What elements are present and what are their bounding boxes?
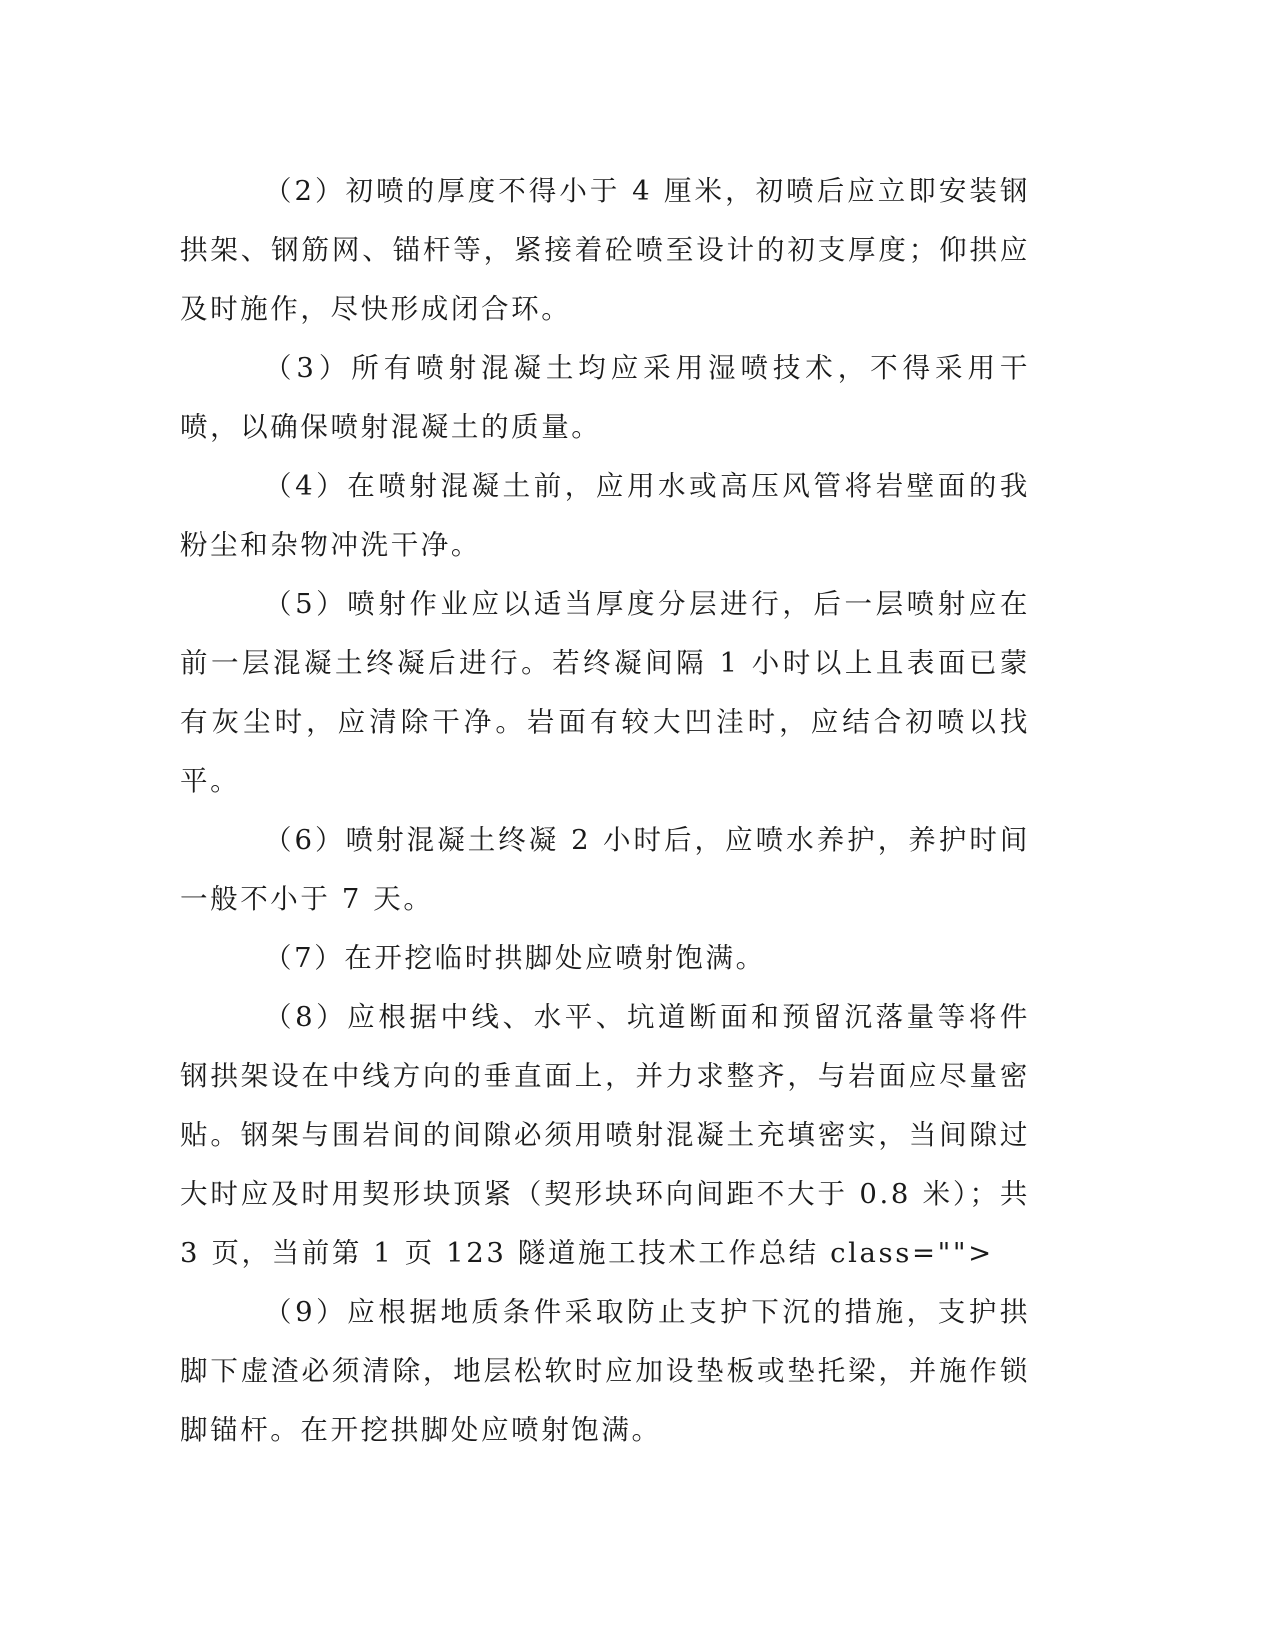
paragraph-5: （5）喷射作业应以适当厚度分层进行，后一层喷射应在前一层混凝土终凝后进行。若终凝间隔 1 小时以上且表面已蒙有灰尘时，应清除干净。岩面有较大凹洼时，应结合初喷以找平。: [180, 588, 1030, 797]
document-body: [180, 162, 1030, 1460]
paragraph-9: （9）应根据地质条件采取防止支护下沉的措施，支护拱脚下虚渣必须清除，地层松软时应加设垫板或垫托梁，并施作锁脚锚杆。在开挖拱脚处应喷射饱满。: [180, 1296, 1030, 1446]
paragraph-7: （7）在开挖临时拱脚处应喷射饱满。: [264, 942, 766, 974]
paragraph-6: （6）喷射混凝土终凝 2 小时后，应喷水养护，养护时间一般不小于 7 天。: [180, 824, 1030, 915]
paragraph-3: （3）所有喷射混凝土均应采用湿喷技术，不得采用干喷，以确保喷射混凝土的质量。: [180, 352, 1030, 443]
paragraph-4: （4）在喷射混凝土前，应用水或高压风管将岩壁面的我粉尘和杂物冲洗干净。: [180, 470, 1030, 561]
paragraph-8: （8）应根据中线、水平、坑道断面和预留沉落量等将件钢拱架设在中线方向的垂直面上，并力求整齐，与岩面应尽量密贴。钢架与围岩间的间隙必须用喷射混凝土充填密实，当间隙过大时应及时用契形块顶紧（契形块环向间距不大于 0.8 米）；共 3 页，当前第 1 页 123 隧道施工技术工作总结 class="">: [180, 1001, 1030, 1269]
paragraph-2: （2）初喷的厚度不得小于 4 厘米，初喷后应立即安装钢拱架、钢筋网、锚杆等，紧接着砼喷至设计的初支厚度；仰拱应及时施作，尽快形成闭合环。: [180, 175, 1030, 325]
